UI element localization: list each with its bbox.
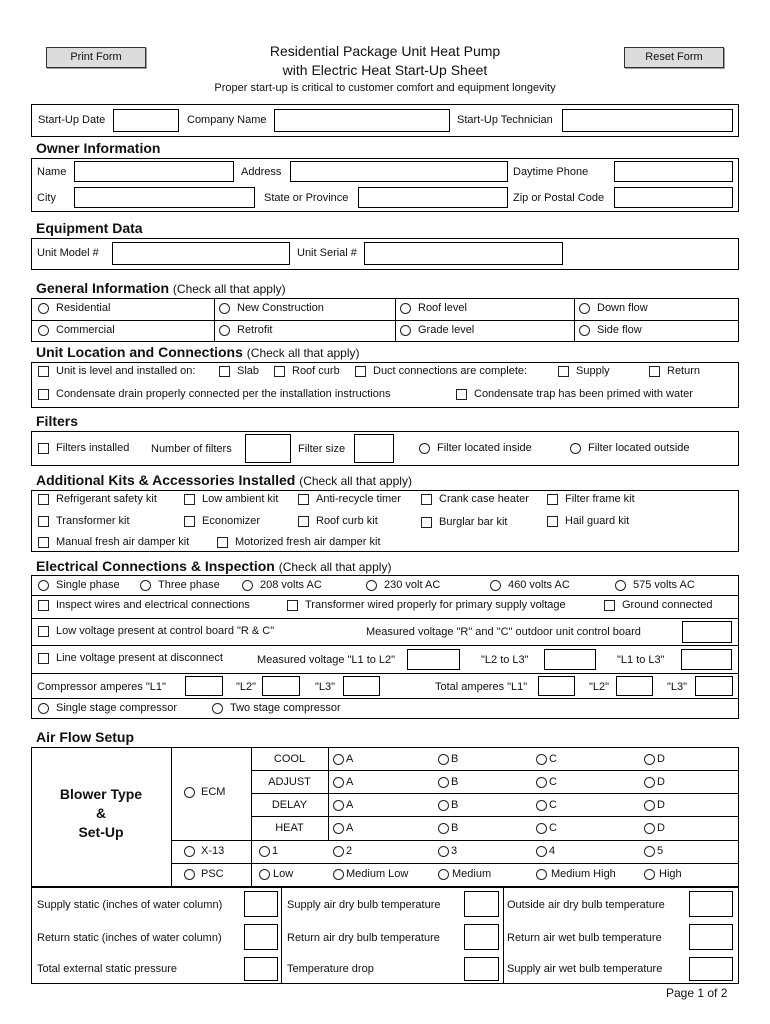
l1-l2-label: Measured voltage "L1 to L2" — [257, 654, 396, 666]
hail-guard-checkbox[interactable] — [547, 516, 558, 527]
filter-outside-label: Filter located outside — [588, 442, 690, 454]
compressor-l1-input[interactable] — [185, 676, 223, 696]
electrical-note: (Check all that apply) — [278, 560, 392, 574]
number-of-filters-label: Number of filters — [151, 443, 232, 455]
575v-label: 575 volts AC — [633, 579, 695, 591]
total-static-input[interactable] — [244, 957, 278, 981]
three-phase-radio[interactable] — [140, 580, 151, 591]
condensate-drain-checkbox[interactable] — [38, 389, 49, 400]
company-name-label: Company Name — [187, 114, 267, 126]
supply-checkbox[interactable] — [558, 366, 569, 377]
burglar-bar-label: Burglar bar kit — [439, 516, 508, 528]
208v-label: 208 volts AC — [260, 579, 322, 591]
x13-label: X-13 — [201, 845, 225, 857]
filters-installed-label: Filters installed — [56, 442, 130, 454]
filters-installed-checkbox[interactable] — [38, 443, 49, 454]
delay-b-radio[interactable] — [438, 800, 449, 811]
daytime-phone-label: Daytime Phone — [513, 166, 589, 178]
temp-drop-label: Temperature drop — [287, 963, 374, 975]
temp-drop-input[interactable] — [464, 957, 499, 981]
460v-label: 460 volts AC — [508, 579, 570, 591]
return-wet-bulb-label: Return air wet bulb temperature — [507, 932, 662, 944]
line-voltage-checkbox[interactable] — [38, 653, 49, 664]
unit-serial-label: Unit Serial # — [297, 247, 357, 259]
blower-type-title: Blower Type & Set-Up — [59, 786, 143, 840]
ground-connected-checkbox[interactable] — [604, 600, 615, 611]
ecm-label: ECM — [201, 786, 226, 798]
cool-c-radio[interactable] — [536, 754, 547, 765]
form-title-line2: with Electric Heat Start-Up Sheet — [282, 62, 488, 78]
company-name-input[interactable] — [274, 109, 450, 132]
total-l3-label: "L3" — [667, 681, 688, 693]
return-dry-bulb-input[interactable] — [464, 924, 499, 950]
psc-low-label: Low — [273, 868, 294, 880]
grade-level-radio[interactable] — [400, 325, 411, 336]
total-l2-label: "L2" — [589, 681, 610, 693]
l2-l3-input[interactable] — [544, 649, 596, 670]
form-subtitle: Proper start-up is critical to customer comfort and equipment longevity — [214, 82, 556, 94]
owner-address-input[interactable] — [290, 161, 508, 182]
supply-dry-bulb-label: Supply air dry bulb temperature — [287, 899, 441, 911]
cool-b-radio[interactable] — [438, 754, 449, 765]
roof-curb-kit-checkbox[interactable] — [298, 516, 309, 527]
x13-4-label: 4 — [549, 845, 556, 857]
slab-label: Slab — [237, 365, 260, 377]
startup-technician-input[interactable] — [562, 109, 733, 132]
outside-dry-bulb-label: Outside air dry bulb temperature — [507, 899, 665, 911]
roof-curb-kit-label: Roof curb kit — [316, 515, 378, 527]
total-amps-label: Total amperes "L1" — [435, 681, 528, 693]
state-input[interactable] — [358, 187, 508, 208]
print-form-button[interactable]: Print Form — [46, 47, 146, 68]
page-number: Page 1 of 2 — [666, 986, 728, 1000]
anti-recycle-checkbox[interactable] — [298, 494, 309, 505]
two-stage-label: Two stage compressor — [230, 702, 341, 714]
condensate-trap-label: Condensate trap has been primed with water — [474, 388, 693, 400]
refrigerant-safety-checkbox[interactable] — [38, 494, 49, 505]
residential-label: Residential — [56, 302, 111, 314]
line-voltage-label: Line voltage present at disconnect — [56, 652, 223, 664]
inspect-wires-checkbox[interactable] — [38, 600, 49, 611]
compressor-l3-input[interactable] — [343, 676, 380, 696]
compressor-l3-label: "L3" — [315, 681, 336, 693]
delay-c-label: C — [549, 799, 557, 811]
x13-2-label: 2 — [346, 845, 353, 857]
transformer-kit-label: Transformer kit — [56, 515, 130, 527]
motorized-damper-label: Motorized fresh air damper kit — [235, 536, 381, 548]
delay-a-radio[interactable] — [333, 800, 344, 811]
delay-label: DELAY — [271, 799, 308, 811]
grade-level-label: Grade level — [418, 324, 475, 336]
supply-dry-bulb-input[interactable] — [464, 891, 499, 917]
crank-case-checkbox[interactable] — [421, 494, 432, 505]
new-construction-label: New Construction — [237, 302, 324, 314]
unit-serial-input[interactable] — [364, 242, 563, 265]
x13-5-radio[interactable] — [644, 846, 655, 857]
cool-c-label: C — [549, 753, 557, 765]
cool-d-radio[interactable] — [644, 754, 655, 765]
burglar-bar-checkbox[interactable] — [421, 517, 432, 528]
single-phase-label: Single phase — [56, 579, 120, 591]
delay-a-label: A — [346, 799, 354, 811]
manual-damper-checkbox[interactable] — [38, 537, 49, 548]
total-static-label: Total external static pressure — [37, 963, 178, 975]
x13-4-radio[interactable] — [536, 846, 547, 857]
psc-medium-low-label: Medium Low — [346, 868, 409, 880]
heat-c-radio[interactable] — [536, 823, 547, 834]
psc-medium-radio[interactable] — [438, 869, 449, 880]
duct-connections-checkbox[interactable] — [355, 366, 366, 377]
x13-1-label: 1 — [272, 845, 279, 857]
down-flow-label: Down flow — [597, 302, 648, 314]
commercial-label: Commercial — [56, 324, 115, 336]
low-voltage-checkbox[interactable] — [38, 626, 49, 637]
x13-5-label: 5 — [657, 845, 664, 857]
adjust-c-radio[interactable] — [536, 777, 547, 788]
startup-date-input[interactable] — [113, 109, 179, 132]
compressor-l2-input[interactable] — [262, 676, 300, 696]
roof-curb-label: Roof curb — [292, 365, 340, 377]
side-flow-label: Side flow — [597, 324, 642, 336]
transformer-wired-label: Transformer wired properly for primary supply voltage — [305, 599, 566, 611]
x13-3-label: 3 — [451, 845, 458, 857]
heat-b-radio[interactable] — [438, 823, 449, 834]
unit-level-checkbox[interactable] — [38, 366, 49, 377]
heat-c-label: C — [549, 822, 557, 834]
reset-form-button[interactable]: Reset Form — [624, 47, 724, 68]
form-title-line1: Residential Package Unit Heat Pump — [269, 43, 501, 59]
heat-a-radio[interactable] — [333, 823, 344, 834]
filter-outside-radio[interactable] — [570, 443, 581, 454]
location-note: (Check all that apply) — [246, 346, 360, 360]
inspect-wires-label: Inspect wires and electrical connections — [56, 599, 250, 611]
roof-level-label: Roof level — [418, 302, 467, 314]
psc-medium-high-radio[interactable] — [536, 869, 547, 880]
adjust-c-label: C — [549, 776, 557, 788]
compressor-amps-label: Compressor amperes "L1" — [37, 681, 166, 693]
adjust-a-radio[interactable] — [333, 777, 344, 788]
return-wet-bulb-input[interactable] — [689, 924, 733, 950]
roof-level-radio[interactable] — [400, 303, 411, 314]
owner-city-input[interactable] — [74, 187, 255, 208]
heat-a-label: A — [346, 822, 354, 834]
supply-label: Supply — [576, 365, 610, 377]
heat-b-label: B — [451, 822, 459, 834]
adjust-b-label: B — [451, 776, 459, 788]
heat-d-radio[interactable] — [644, 823, 655, 834]
retrofit-radio[interactable] — [219, 325, 230, 336]
low-voltage-label: Low voltage present at control board "R & C" — [56, 625, 275, 637]
filter-frame-label: Filter frame kit — [565, 493, 635, 505]
return-static-label: Return static (inches of water column) — [37, 932, 222, 944]
return-static-input[interactable] — [244, 924, 278, 950]
cool-label: COOL — [273, 753, 306, 765]
460v-radio[interactable] — [490, 580, 501, 591]
compressor-l2-label: "L2" — [236, 681, 257, 693]
low-ambient-checkbox[interactable] — [184, 494, 195, 505]
general-note: (Check all that apply) — [172, 282, 286, 296]
psc-label: PSC — [201, 868, 224, 880]
condensate-trap-checkbox[interactable] — [456, 389, 467, 400]
supply-wet-bulb-label: Supply air wet bulb temperature — [507, 963, 663, 975]
filter-inside-label: Filter located inside — [437, 442, 532, 454]
owner-address-label: Address — [241, 166, 282, 178]
unit-model-label: Unit Model # — [37, 247, 99, 259]
single-phase-radio[interactable] — [38, 580, 49, 591]
manual-damper-label: Manual fresh air damper kit — [56, 536, 190, 548]
supply-wet-bulb-input[interactable] — [689, 957, 733, 981]
cool-a-label: A — [346, 753, 354, 765]
return-checkbox[interactable] — [649, 366, 660, 377]
general-heading: General Information (Check all that apply) — [36, 280, 286, 296]
crank-case-label: Crank case heater — [439, 493, 529, 505]
heat-d-label: D — [657, 822, 665, 834]
down-flow-radio[interactable] — [579, 303, 590, 314]
hail-guard-label: Hail guard kit — [565, 515, 630, 527]
adjust-b-radio[interactable] — [438, 777, 449, 788]
total-l3-input[interactable] — [695, 676, 733, 696]
three-phase-label: Three phase — [158, 579, 220, 591]
x13-radio[interactable] — [184, 846, 195, 857]
x13-2-radio[interactable] — [333, 846, 344, 857]
zip-label: Zip or Postal Code — [513, 192, 605, 204]
l1-l3-label: "L1 to L3" — [617, 654, 665, 666]
delay-c-radio[interactable] — [536, 800, 547, 811]
measured-rc-label: Measured voltage "R" and "C" outdoor unit control board — [366, 626, 641, 638]
psc-medium-high-label: Medium High — [551, 868, 616, 880]
supply-static-label: Supply static (inches of water column) — [37, 899, 223, 911]
x13-1-radio[interactable] — [259, 846, 270, 857]
psc-low-radio[interactable] — [259, 869, 270, 880]
duct-connections-label: Duct connections are complete: — [373, 365, 528, 377]
zip-input[interactable] — [614, 187, 733, 208]
208v-radio[interactable] — [242, 580, 253, 591]
ecm-radio[interactable] — [184, 787, 195, 798]
retrofit-label: Retrofit — [237, 324, 273, 336]
outside-dry-bulb-input[interactable] — [689, 891, 733, 917]
total-l2-input[interactable] — [616, 676, 653, 696]
230v-label: 230 volt AC — [384, 579, 441, 591]
supply-static-input[interactable] — [244, 891, 278, 917]
number-of-filters-input[interactable] — [245, 434, 291, 463]
airflow-heading: Air Flow Setup — [36, 729, 134, 745]
residential-radio[interactable] — [38, 303, 49, 314]
new-construction-radio[interactable] — [219, 303, 230, 314]
low-ambient-label: Low ambient kit — [202, 493, 279, 505]
heat-label: HEAT — [275, 822, 304, 834]
psc-medium-low-radio[interactable] — [333, 869, 344, 880]
startup-date-label: Start-Up Date — [38, 114, 106, 126]
psc-radio[interactable] — [184, 869, 195, 880]
total-l1-input[interactable] — [538, 676, 575, 696]
adjust-d-radio[interactable] — [644, 777, 655, 788]
kits-heading: Additional Kits & Accessories Installed (Check all that apply) — [36, 472, 412, 488]
refrigerant-safety-label: Refrigerant safety kit — [56, 493, 157, 505]
adjust-d-label: D — [657, 776, 665, 788]
startup-technician-label: Start-Up Technician — [457, 114, 553, 126]
delay-b-label: B — [451, 799, 459, 811]
roof-curb-checkbox[interactable] — [274, 366, 285, 377]
ground-connected-label: Ground connected — [622, 599, 713, 611]
electrical-heading: Electrical Connections & Inspection (Check all that apply) — [36, 558, 392, 574]
x13-3-radio[interactable] — [438, 846, 449, 857]
psc-medium-label: Medium — [452, 868, 492, 880]
anti-recycle-label: Anti-recycle timer — [316, 493, 401, 505]
unit-level-label: Unit is level and installed on: — [56, 365, 196, 377]
l2-l3-label: "L2 to L3" — [481, 654, 529, 666]
cool-a-radio[interactable] — [333, 754, 344, 765]
filters-heading: Filters — [36, 413, 79, 429]
unit-model-input[interactable] — [112, 242, 290, 265]
filter-inside-radio[interactable] — [419, 443, 430, 454]
economizer-checkbox[interactable] — [184, 516, 195, 527]
delay-d-label: D — [657, 799, 665, 811]
condensate-drain-label: Condensate drain properly connected per the installation instructions — [56, 388, 391, 400]
daytime-phone-input[interactable] — [614, 161, 733, 182]
single-stage-label: Single stage compressor — [56, 702, 178, 714]
single-stage-radio[interactable] — [38, 703, 49, 714]
side-flow-radio[interactable] — [579, 325, 590, 336]
owner-heading: Owner Information — [36, 140, 161, 156]
transformer-kit-checkbox[interactable] — [38, 516, 49, 527]
filter-size-label: Filter size — [298, 443, 346, 455]
adjust-label: ADJUST — [268, 776, 311, 788]
slab-checkbox[interactable] — [219, 366, 230, 377]
l1-l3-input[interactable] — [681, 649, 732, 670]
transformer-wired-checkbox[interactable] — [287, 600, 298, 611]
measured-rc-input[interactable] — [682, 621, 732, 643]
cool-d-label: D — [657, 753, 665, 765]
equipment-heading: Equipment Data — [36, 220, 143, 236]
return-dry-bulb-label: Return air dry bulb temperature — [287, 932, 440, 944]
owner-name-input[interactable] — [74, 161, 234, 182]
motorized-damper-checkbox[interactable] — [217, 537, 228, 548]
economizer-label: Economizer — [202, 515, 261, 527]
owner-name-label: Name — [37, 166, 67, 178]
owner-city-label: City — [37, 192, 56, 204]
delay-d-radio[interactable] — [644, 800, 655, 811]
state-label: State or Province — [264, 192, 349, 204]
filter-size-input[interactable] — [354, 434, 394, 463]
psc-high-label: High — [659, 868, 682, 880]
adjust-a-label: A — [346, 776, 354, 788]
filter-frame-checkbox[interactable] — [547, 494, 558, 505]
cool-b-label: B — [451, 753, 459, 765]
commercial-radio[interactable] — [38, 325, 49, 336]
location-heading: Unit Location and Connections (Check all that apply) — [36, 344, 360, 360]
two-stage-radio[interactable] — [212, 703, 223, 714]
psc-high-radio[interactable] — [644, 869, 655, 880]
kits-note: (Check all that apply) — [299, 474, 412, 488]
l1-l2-input[interactable] — [407, 649, 460, 670]
return-label: Return — [667, 365, 701, 377]
575v-radio[interactable] — [615, 580, 626, 591]
230v-radio[interactable] — [366, 580, 377, 591]
